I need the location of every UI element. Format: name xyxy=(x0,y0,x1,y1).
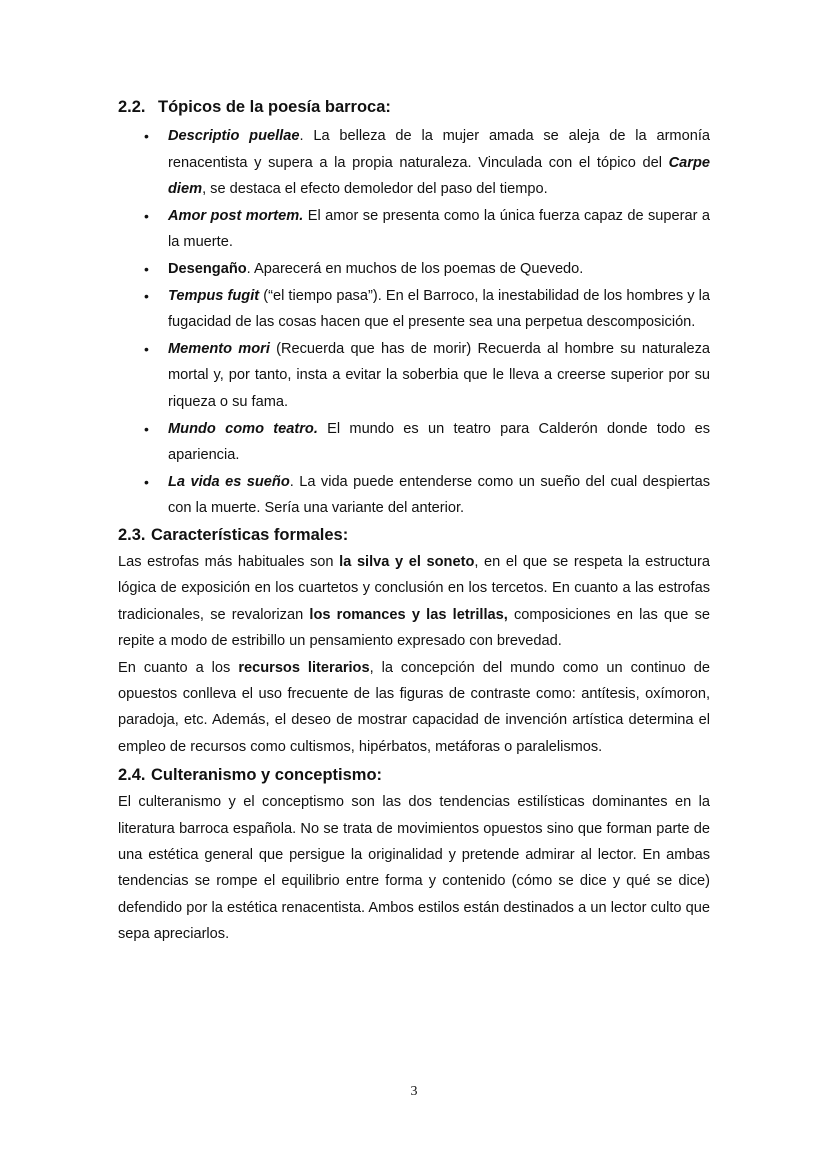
list-item-text: . Aparecerá en muchos de los poemas de Quevedo. xyxy=(246,260,584,277)
section-heading-2-3 xyxy=(118,524,710,546)
list-item-text: . La vida puede entenderse como un sueño del cual despiertas con la muerte. Sería una variante del anterior. xyxy=(168,473,710,517)
list-item-term: Tempus fugit xyxy=(168,287,260,304)
document-body xyxy=(118,96,710,948)
list-item-text: (Recuerda que has de morir) Recuerda al hombre su naturaleza mortal y, por tanto, insta a evitar la soberbia que le lleva a creerse superior por su riqueza o su fama. xyxy=(168,340,710,410)
list-item-term: La vida es sueño xyxy=(168,473,290,490)
paragraph-text: , la concepción del mundo como un continuo de opuestos conlleva el uso frecuente de las figuras de contraste como: antítesis, oxímoron, paradoja, etc. Además, el deseo de mostrar capacidad de invención artística determina el empleo de recursos como cultismos, hipérbatos, metáforas o paralelismos. xyxy=(118,659,710,755)
section-heading-2-2 xyxy=(118,96,710,118)
paragraph: El culteranismo y el conceptismo son las dos tendencias estilísticas dominantes en la literatura barroca española. No se trata de movimientos opuestos sino que forman parte de una estética general que persigue la originalidad y pretende admirar al lector. En ambas tendencias se rompe el equilibrio entre forma y contenido (cómo se dice y qué se dice) defendido por la estética renacentista. Ambos estilos están destinados a un lector culto que sepa apreciarlos. xyxy=(118,794,710,943)
list-item-term: Amor post mortem. xyxy=(168,207,304,224)
list-item-text: , se destaca el efecto demoledor del paso del tiempo. xyxy=(202,181,548,198)
bold-term: los romances y las letrillas, xyxy=(309,606,508,623)
section-number: 2.4. xyxy=(118,766,146,785)
section-title: Culteranismo y conceptismo: xyxy=(151,766,383,785)
paragraph-text: , en el que se respeta la estructura lógica de exposición en los cuartetos y conclusión en los tercetos. En cuanto a las estrofas tradicionales, se revalorizan xyxy=(118,553,710,623)
list-item-text: El mundo es un teatro para Calderón donde todo es apariencia. xyxy=(168,420,710,464)
list-item-text: . La belleza de la mujer amada se aleja de la armonía renacentista y supera a la propia naturaleza. Vinculada con el tópico del xyxy=(168,128,710,171)
list-item xyxy=(168,123,710,203)
bold-term: la silva y el soneto xyxy=(339,553,475,570)
list-item xyxy=(168,203,710,256)
bold-term: recursos literarios xyxy=(238,659,370,676)
section-title: Características formales: xyxy=(151,525,349,544)
list-item xyxy=(168,469,710,522)
paragraph-text: Las estrofas más habituales son xyxy=(118,553,340,570)
list-item-term: Descriptio puellae xyxy=(168,128,300,144)
list-item xyxy=(168,336,710,416)
list-item-text: El amor se presenta como la única fuerza capaz de superar a la muerte. xyxy=(168,207,710,251)
paragraph-text: composiciones en las que se repite a modo de estribillo un pensamiento expresado con brevedad. xyxy=(118,606,710,650)
paragraph-text: En cuanto a los xyxy=(118,659,239,676)
list-item xyxy=(168,256,710,283)
list-item xyxy=(168,416,710,469)
section-heading-2-4 xyxy=(118,764,710,786)
section-number: 2.2. xyxy=(118,98,146,116)
list-item-term: Mundo como teatro. xyxy=(168,420,318,437)
list-item-term: Carpe diem xyxy=(168,154,710,198)
list-item-term: Memento mori xyxy=(168,340,270,357)
paragraph xyxy=(118,655,710,761)
paragraph xyxy=(118,549,710,655)
section-number: 2.3. xyxy=(118,525,146,544)
list-item xyxy=(168,283,710,336)
list-item-text: (“el tiempo pasa”). En el Barroco, la inestabilidad de los hombres y la fugacidad de las cosas hacen que el presente sea una perpetua descomposición. xyxy=(168,287,710,331)
topics-list xyxy=(118,123,710,522)
list-item-term: Desengaño xyxy=(168,260,247,277)
section-title: Tópicos de la poesía barroca: xyxy=(158,98,391,116)
page-number: 3 xyxy=(410,1084,418,1099)
